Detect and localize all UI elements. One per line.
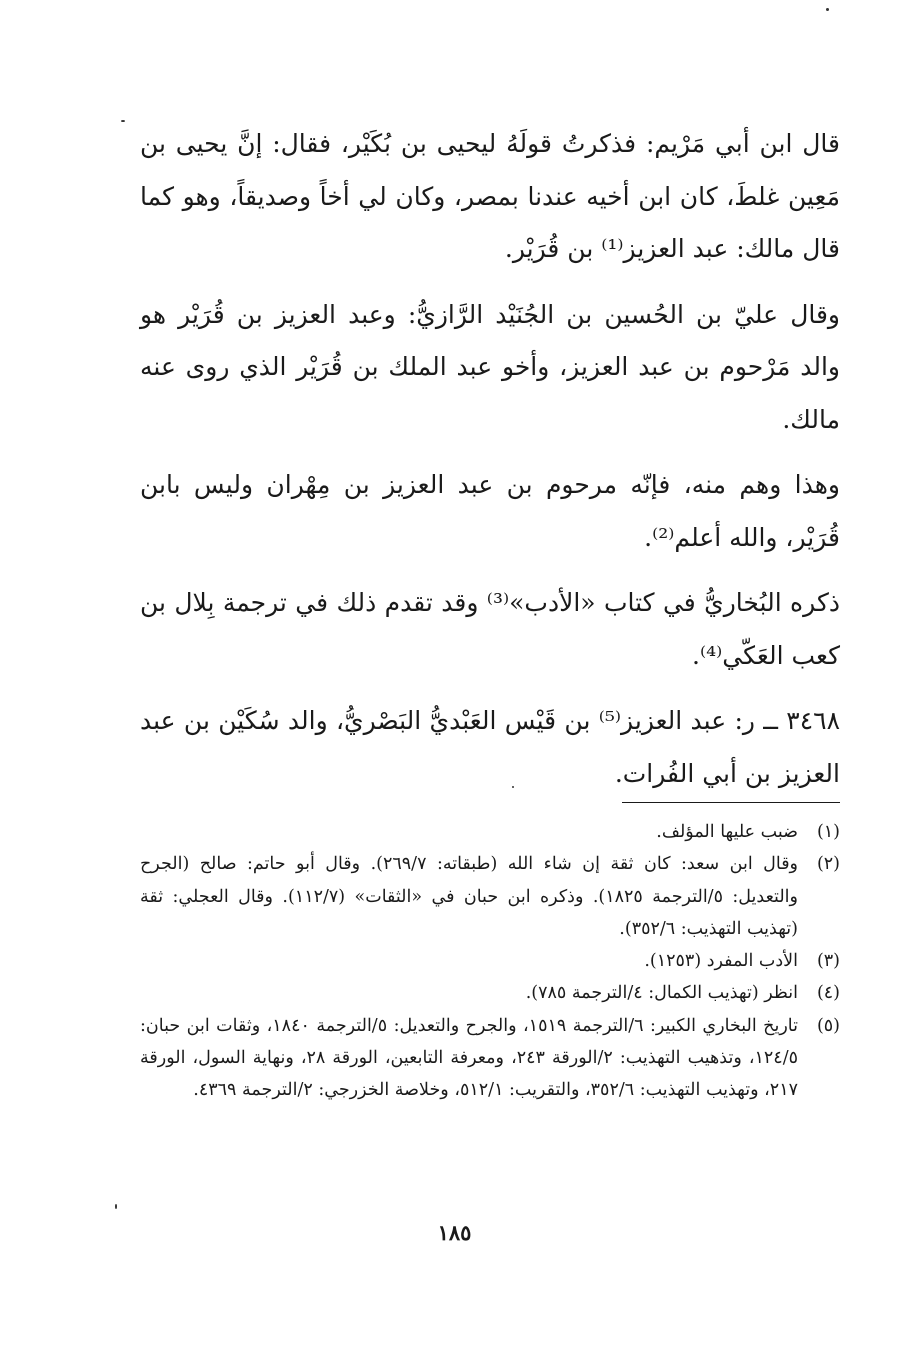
- footnote-number: (٤): [816, 983, 840, 1004]
- footnotes: [140, 816, 840, 1107]
- scan-speck: [121, 120, 125, 122]
- footnote-4: [140, 977, 840, 1009]
- footnote-number: (٣): [816, 951, 840, 972]
- paragraph-2: وقال عليّ بن الحُسين بن الجُنَيْد الرَّازيُّ: وعبد العزيز بن قُرَيْر هو والد مَرْحوم بن عبد العزيز، وأخو عبد الملك بن قُرَيْر الذي روى عنه مالك.: [140, 299, 840, 434]
- footnote-text: ضبب عليها المؤلف.: [656, 822, 798, 842]
- page-number: ١٨٥: [437, 1220, 472, 1245]
- scan-speck: [115, 1204, 117, 1209]
- footnote-separator: [622, 802, 840, 803]
- paragraph-4: ذكره البُخاريُّ في كتاب «الأدب»⁽³⁾ وقد تقدم ذلك في ترجمة بِلال بن كعب العَكّي⁽⁴⁾.: [140, 588, 840, 670]
- footnote-text: الأدب المفرد (١٢٥٣).: [644, 951, 798, 972]
- footnote-text: وقال ابن سعد: كان ثقة إن شاء الله (طبقاته: ٢٦٩/٧). وقال أبو حاتم: صالح (الجرح والتعديل: ٥/الترجمة ١٨٢٥). وذكره ابن حبان في «الثقات» (١١٢/٧). وقال العجلي: ثقة (تهذيب التهذيب: ٣٥٢/٦).: [140, 854, 799, 939]
- footnote-text: انظر (تهذيب الكمال: ٤/الترجمة ٧٨٥).: [525, 983, 798, 1004]
- paragraph-1: قال ابن أبي مَرْيم: فذكرتُ قولَهُ ليحيى بن بُكَيْر، فقال: إنَّ يحيى بن مَعِين غلطَ، كان ابن أخيه عندنا بمصر، وكان لي أخاً وصديقاً، وهو كما قال مالك: عبد العزيز⁽¹⁾ بن قُرَيْر.: [140, 129, 840, 263]
- footnote-number: (٥): [816, 1015, 840, 1036]
- footnote-1: [140, 816, 840, 848]
- entry-3468-paragraph: ٣٤٦٨ ــ ر: عبد العزيز⁽⁵⁾ بن قَيْس العَبْديُّ البَصْريُّ، والد سُكَيْن بن عبد العزيز بن أبي الفُرات.: [140, 706, 841, 788]
- footnote-5: [140, 1010, 840, 1107]
- footnote-number: (١): [816, 822, 840, 842]
- footnote-2: [140, 848, 840, 945]
- scan-speck: [826, 8, 829, 11]
- footnote-text: تاريخ البخاري الكبير: ٦/الترجمة ١٥١٩، والجرح والتعديل: ٥/الترجمة ١٨٤٠، وثقات ابن حبان: ١٢٤/٥، وتذهيب التهذيب: ٢/الورقة ٢٤٣، ومعرفة التابعين، الورقة ٢٨، ونهاية السول، الورقة ٢١٧، وتهذيب التهذيب: ٣٥٢/٦، والتقريب: ٥١٢/١، وخلاصة الخزرجي: ٢/الترجمة ٤٣٦٩.: [140, 1015, 798, 1101]
- paragraph-3: وهذا وهم منه، فإنّه مرحوم بن عبد العزيز بن مِهْران وليس بابن قُرَيْر، والله أعلم⁽²⁾.: [140, 470, 840, 552]
- footnote-3: [140, 945, 840, 977]
- main-text: [140, 118, 840, 813]
- scan-speck: [512, 786, 514, 788]
- footnote-number: (٢): [816, 854, 840, 875]
